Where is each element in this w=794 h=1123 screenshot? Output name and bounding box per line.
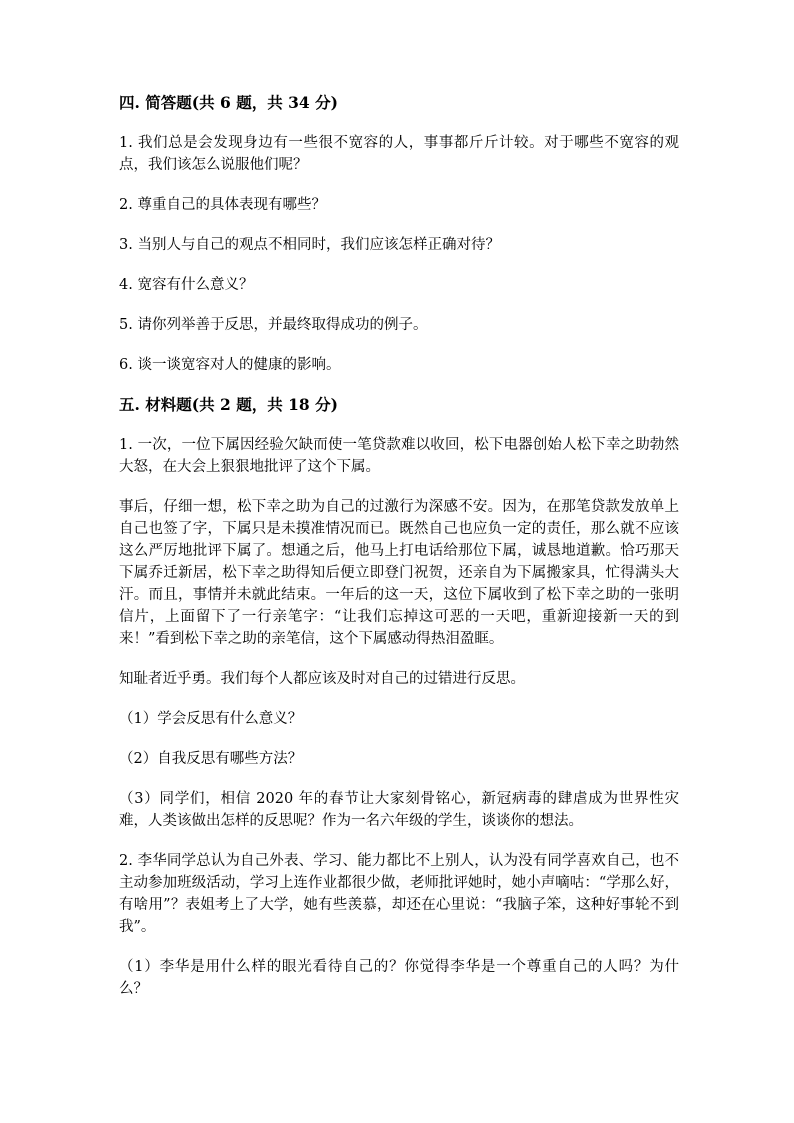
material-1-subquestion-1: （1）学会反思有什么意义？ — [119, 711, 303, 727]
material-1-subquestion-3: （3）同学们，相信 2020 年的春节让大家刻骨铭心，新冠病毒的肆虐成为世界性灾难，人类该做出怎样的反思呢？作为一名六年级的学生，谈谈你的想法。 — [119, 791, 679, 829]
material-2-subquestion-1: （1）李华是用什么样的眼光看待自己的？你觉得李华是一个尊重自己的人吗？为什么？ — [119, 959, 679, 997]
question-3: 3. 当别人与自己的观点不相同时，我们应该怎样正确对待？ — [119, 237, 500, 253]
exam-page — [119, 92, 679, 1018]
material-1-conclusion: 知耻者近乎勇。我们每个人都应该及时对自己的过错进行反思。 — [119, 671, 525, 687]
question-2: 2. 尊重自己的具体表现有哪些？ — [119, 197, 326, 213]
material-1-intro: 1. 一次，一位下属因经验欠缺而使一笔贷款难以收回，松下电器创始人松下幸之助勃然大怒，在大会上狠狠地批评了这个下属。 — [119, 437, 679, 475]
question-4: 4. 宽容有什么意义？ — [119, 277, 254, 293]
question-1: 1. 我们总是会发现身边有一些很不宽容的人，事事都斤斤计较。对于哪些不宽容的观点，我们该怎么说服他们呢？ — [119, 135, 679, 173]
section-heading-short-answer: 四. 简答题(共 6 题，共 34 分) — [119, 93, 338, 112]
material-1-story: 事后，仔细一想，松下幸之助为自己的过激行为深感不安。因为，在那笔贷款发放单上自己也签了字，下属只是未摸准情况而已。既然自己也应负一定的责任，那么就不应该这么严厉地批评下属了。想通之后，他马上打电话给那位下属，诚恳地道歉。恰巧那天下属乔迁新居，松下幸之助得知后便立即登门祝贺，还亲自为下属搬家具，忙得满头大汗。而且，事情并未就此结束。一年后的这一天，这位下属收到了松下幸之助的一张明信片，上面留下了一行亲笔字：“让我们忘掉这可恶的一天吧，重新迎接新一天的到来！”看到松下幸之助的亲笔信，这个下属感动得热泪盈眶。 — [119, 499, 679, 647]
section-heading-material: 五. 材料题(共 2 题，共 18 分) — [119, 395, 338, 414]
question-6: 6. 谈一谈宽容对人的健康的影响。 — [119, 357, 341, 373]
question-5: 5. 请你列举善于反思，并最终取得成功的例子。 — [119, 317, 428, 333]
material-2-intro: 2. 李华同学总认为自己外表、学习、能力都比不上别人，认为没有同学喜欢自己，也不主动参加班级活动，学习上连作业都很少做，老师批评她时，她小声嘀咕：“学那么好，有啥用”？表姐考上了大学，她有些羡慕，却还在心里说：“我脑子笨，这种好事轮不到我”。 — [119, 853, 679, 935]
material-1-subquestion-2: （2）自我反思有哪些方法？ — [119, 751, 303, 767]
